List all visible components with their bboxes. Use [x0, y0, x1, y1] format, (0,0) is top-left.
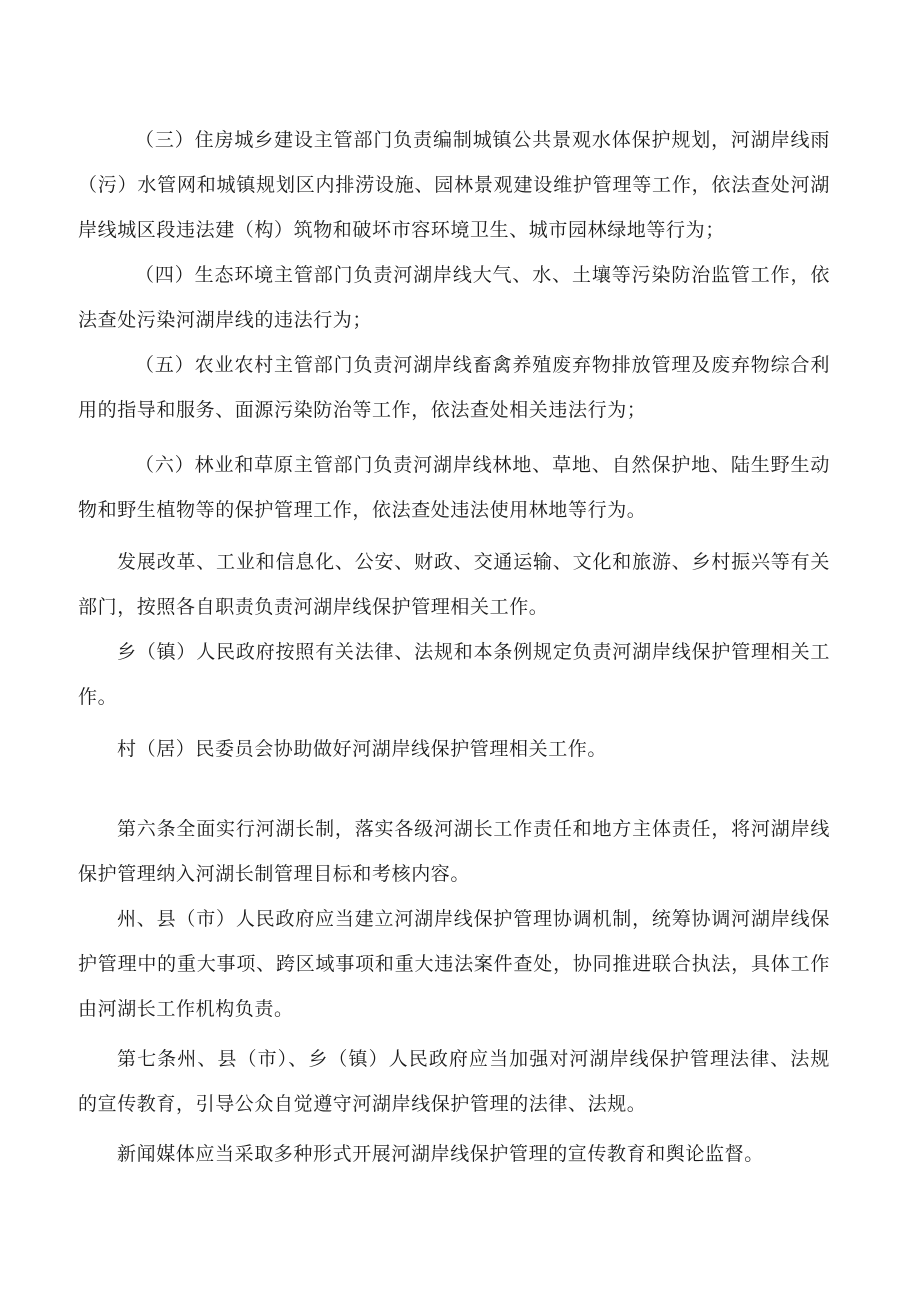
- paragraph-ecology-dept: （四）生态环境主管部门负责河湖岸线大气、水、土壤等污染防治监管工作，依法查处污染河湖岸线的违法行为；: [78, 264, 830, 331]
- paragraph-agriculture-dept: （五）农业农村主管部门负责河湖岸线畜禽养殖废弃物排放管理及废弃物综合利用的指导和服务、面源污染防治等工作，依法查处相关违法行为；: [78, 354, 830, 421]
- paragraph-other-departments: 发展改革、工业和信息化、公安、财政、交通运输、文化和旅游、乡村振兴等有关部门，按照各自职责负责河湖岸线保护管理相关工作。: [78, 551, 830, 618]
- paragraph-village-committee: 村（居）民委员会协助做好河湖岸线保护管理相关工作。: [117, 738, 608, 760]
- paragraph-housing-dept: （三）住房城乡建设主管部门负责编制城镇公共景观水体保护规划，河湖岸线雨（污）水管网和城镇规划区内排涝设施、园林景观建设维护管理等工作，依法查处河湖岸线城区段违法建（构）筑物和破坏市容环境卫生、城市园林绿地等行为；: [78, 129, 830, 241]
- paragraph-coordination-mechanism: 州、县（市）人民政府应当建立河湖岸线保护管理协调机制，统筹协调河湖岸线保护管理中的重大事项、跨区域事项和重大违法案件查处，协同推进联合执法，具体工作由河湖长工作机构负责。: [78, 908, 830, 1020]
- paragraph-article-7: 第七条州、县（市）、乡（镇）人民政府应当加强对河湖岸线保护管理法律、法规的宣传教育，引导公众自觉遵守河湖岸线保护管理的法律、法规。: [78, 1048, 830, 1115]
- paragraph-township-government: 乡（镇）人民政府按照有关法律、法规和本条例规定负责河湖岸线保护管理相关工作。: [78, 641, 830, 708]
- paragraph-forestry-dept: （六）林业和草原主管部门负责河湖岸线林地、草地、自然保护地、陆生野生动物和野生植物等的保护管理工作，依法查处违法使用林地等行为。: [78, 454, 830, 521]
- paragraph-article-6: 第六条全面实行河湖长制，落实各级河湖长工作责任和地方主体责任，将河湖岸线保护管理纳入河湖长制管理目标和考核内容。: [78, 818, 830, 885]
- paragraph-news-media: 新闻媒体应当采取多种形式开展河湖岸线保护管理的宣传教育和舆论监督。: [117, 1143, 764, 1165]
